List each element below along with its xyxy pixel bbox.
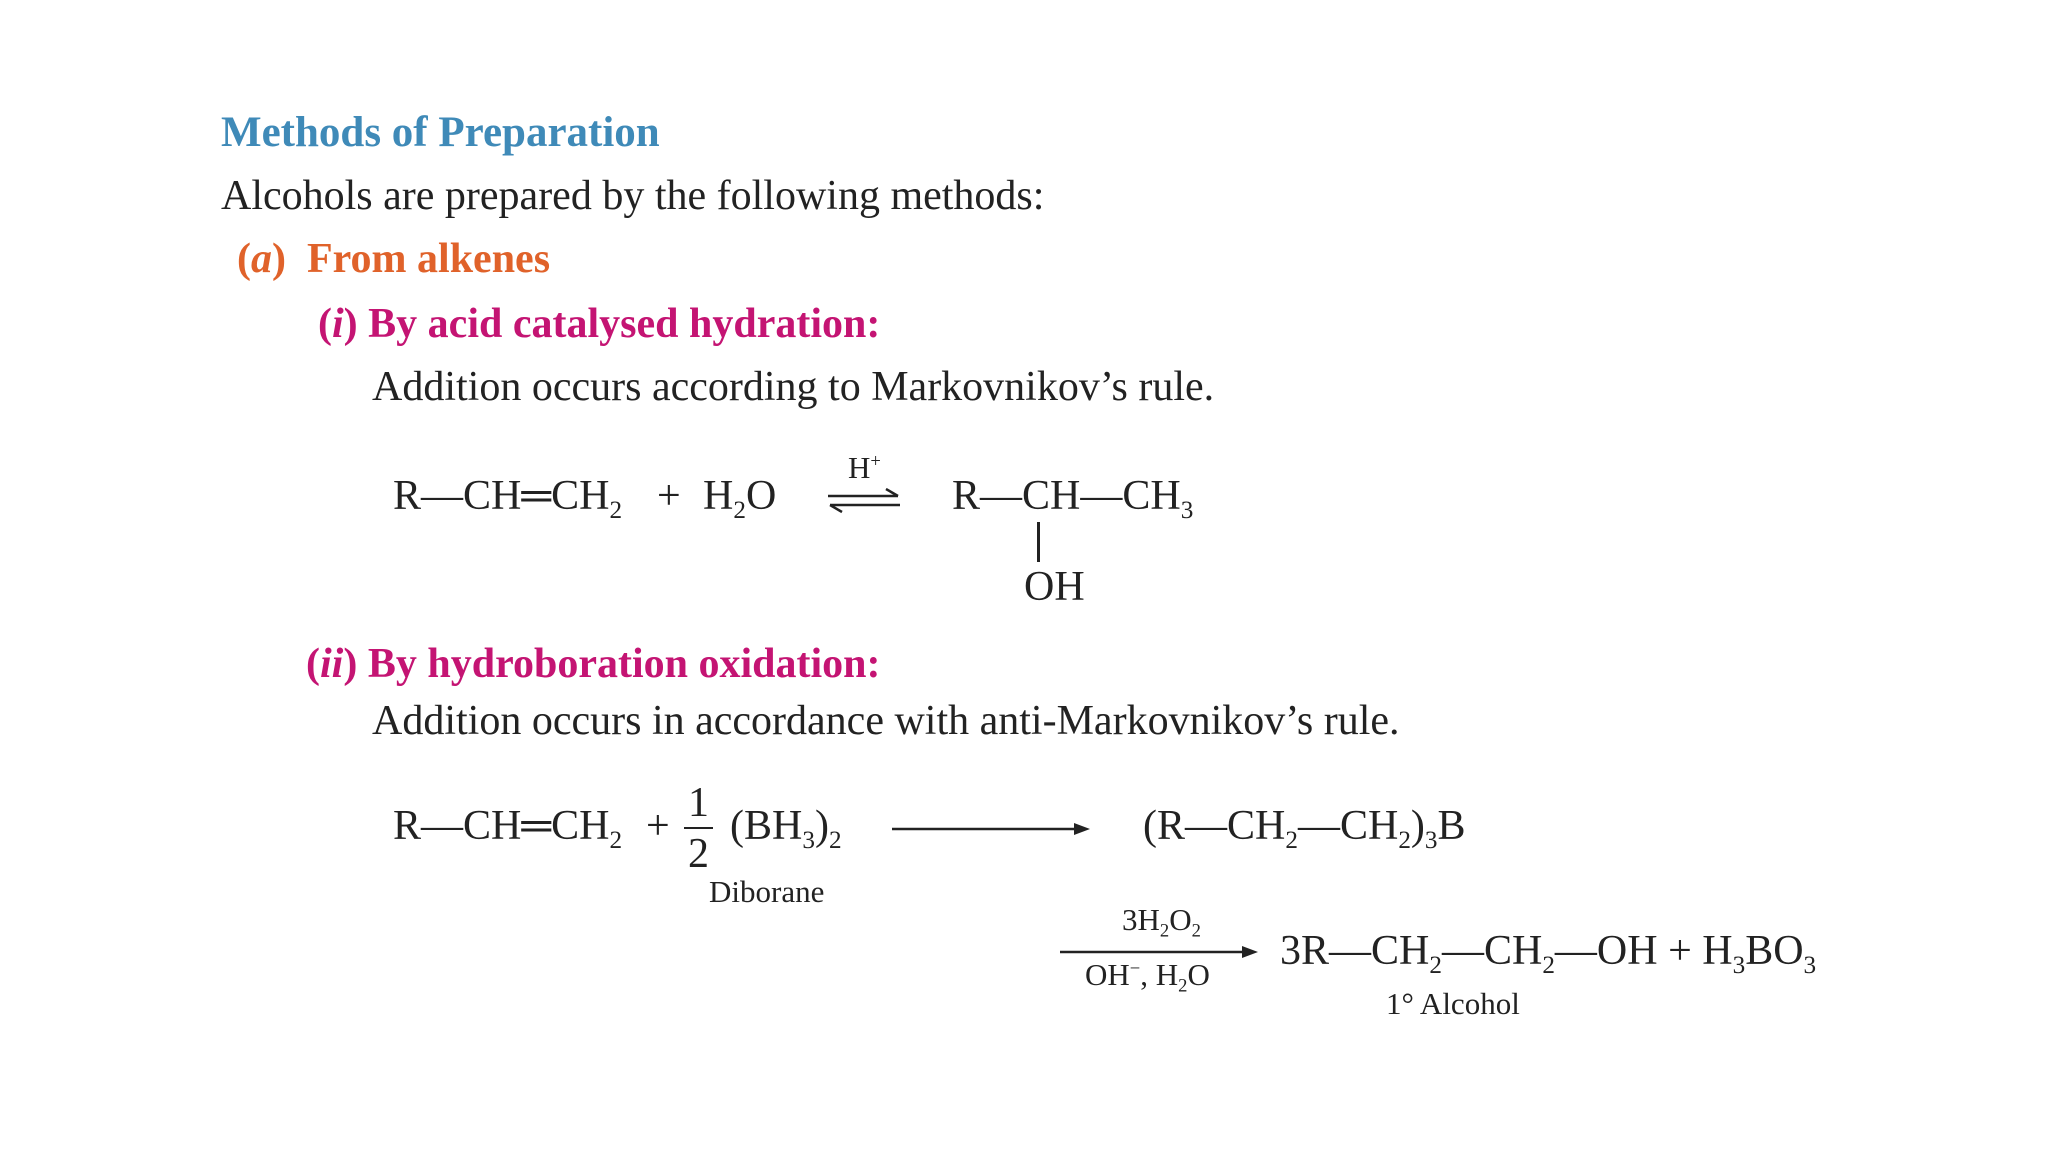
reaction-i-reactant1: $R—CH═CH_2$ [393, 473, 623, 524]
reaction-ii-reagent-label: Diborane [709, 874, 825, 909]
method-ii-title: By hydroboration oxidation: [367, 641, 881, 687]
reaction-i-bond-line [1037, 522, 1040, 562]
reaction-ii-product: $(R—CH_2—CH_2)_3B$ [1143, 803, 1466, 854]
reaction-ii-reagent-above: $3H_2O_2$ [1122, 902, 1201, 942]
method-i-heading: (i) By acid catalysed hydration: [318, 301, 881, 347]
section-a-marker: a [251, 236, 272, 282]
reaction-i-reactant2: $H_2O$ [703, 473, 777, 524]
reaction-ii-reagent: $(BH_3)_2$ [730, 803, 842, 854]
reaction-ii-reactant1: $R—CH═CH_2$ [393, 803, 623, 854]
method-i-description: Addition occurs according to Markovnikov’s rule. [372, 364, 1215, 410]
reaction-ii-product-label: 1° Alcohol [1386, 986, 1520, 1021]
reaction-ii-final-product: $3R—CH_2—CH_2—OH + H_3BO_3$ [1280, 928, 1817, 979]
method-ii-description: Addition occurs in accordance with anti-Markovnikov’s rule. [372, 698, 1400, 744]
section-a-title: From alkenes [307, 236, 551, 282]
reaction-arrow-icon [890, 819, 1094, 839]
reaction-ii-plus: + [646, 803, 670, 849]
method-i-title: By acid catalysed hydration: [368, 301, 881, 347]
intro-text: Alcohols are prepared by the following methods: [221, 173, 1045, 219]
reaction-ii-fraction: $\frac{1}{2}$ [684, 782, 713, 875]
section-a-heading: (a) From alkenes [237, 236, 551, 282]
reaction-ii-reagent-below: OH−, $H_2O$ [1085, 957, 1210, 997]
reaction-i-plus: + [657, 473, 681, 519]
reaction-i-product: $R—CH—CH_3$ [952, 473, 1194, 524]
reaction-i-catalyst: H+ [848, 450, 881, 485]
method-ii-marker: ii [320, 641, 344, 687]
reaction-i-substituent: OH [1024, 564, 1085, 610]
method-ii-heading: (ii) By hydroboration oxidation: [306, 641, 881, 687]
page-title: Methods of Preparation [221, 109, 660, 156]
equilibrium-arrow-icon [826, 488, 902, 514]
method-i-marker: i [332, 301, 344, 347]
